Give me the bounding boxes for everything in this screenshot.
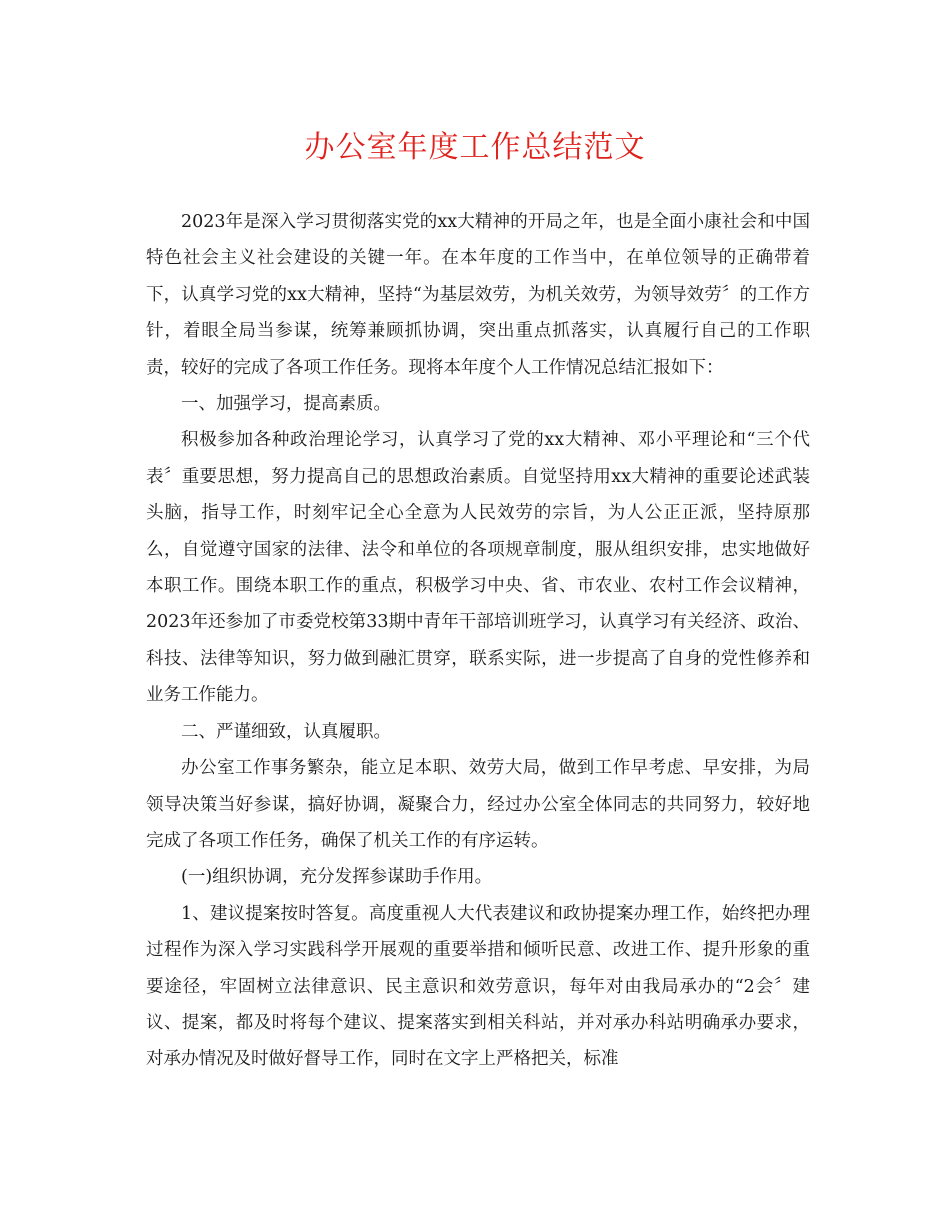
paragraph-study: 积极参加各种政治理论学习，认真学习了党的xx大精神、邓小平理论和“三个代表〞重要思想，努力提高自己的思想政治素质。自觉坚持用xx大精神的重要论述武装头脑，指导工作，时刻牢记全心全意为人民效劳的宗旨，为人公正正派，坚持原那么，自觉遵守国家的法律、法令和单位的各项规章制度，服从组织安排，忠实地做好本职工作。围绕本职工作的重点，积极学习中央、省、市农业、农村工作会议精神，2023年还参加了市委党校第33期中青年干部培训班学习，认真学习有关经济、政治、科技、法律等知识，努力做到融汇贯穿，联系实际，进一步提高了自身的党性修养和业务工作能力。 [146,430,810,706]
subsection-heading-1: (一)组织协调，充分发挥参谋助手作用。 [181,867,493,888]
paragraph-intro: 2023年是深入学习贯彻落实党的xx大精神的开局之年，也是全面小康社会和中国特色社会主义社会建设的关键一年。在本年度的工作当中，在单位领导的正确带着下，认真学习党的xx大精神，坚持“为基层效劳，为机关效劳，为领导效劳〞的工作方针，着眼全局当参谋，统筹兼顾抓协调，突出重点抓落实，认真履行自己的工作职责，较好的完成了各项工作任务。现将本年度个人工作情况总结汇报如下： [146,212,810,378]
document-body [146,204,810,1078]
section-heading-2: 二、严谨细致，认真履职。 [181,721,391,742]
document-title: 办公室年度工作总结范文 [304,130,646,165]
paragraph-proposals: 1、建议提案按时答复。高度重视人大代表建议和政协提案办理工作，始终把办理过程作为深入学习实践科学开展观的重要举措和倾听民意、改进工作、提升形象的重要途径，牢固树立法律意识、民主意识和效劳意识，每年对由我局承办的“2会〞建议、提案，都及时将每个建议、提案落实到相关科站，并对承办科站明确承办要求，对承办情况及时做好督导工作，同时在文字上严格把关，标准 [146,903,810,1070]
section-heading-1: 一、加强学习，提高素质。 [181,394,391,415]
paragraph-office-work: 办公室工作事务繁杂，能立足本职、效劳大局，做到工作早考虑、早安排，为局领导决策当好参谋，搞好协调，凝聚合力，经过办公室全体同志的共同努力，较好地完成了各项工作任务，确保了机关工作的有序运转。 [146,758,810,851]
